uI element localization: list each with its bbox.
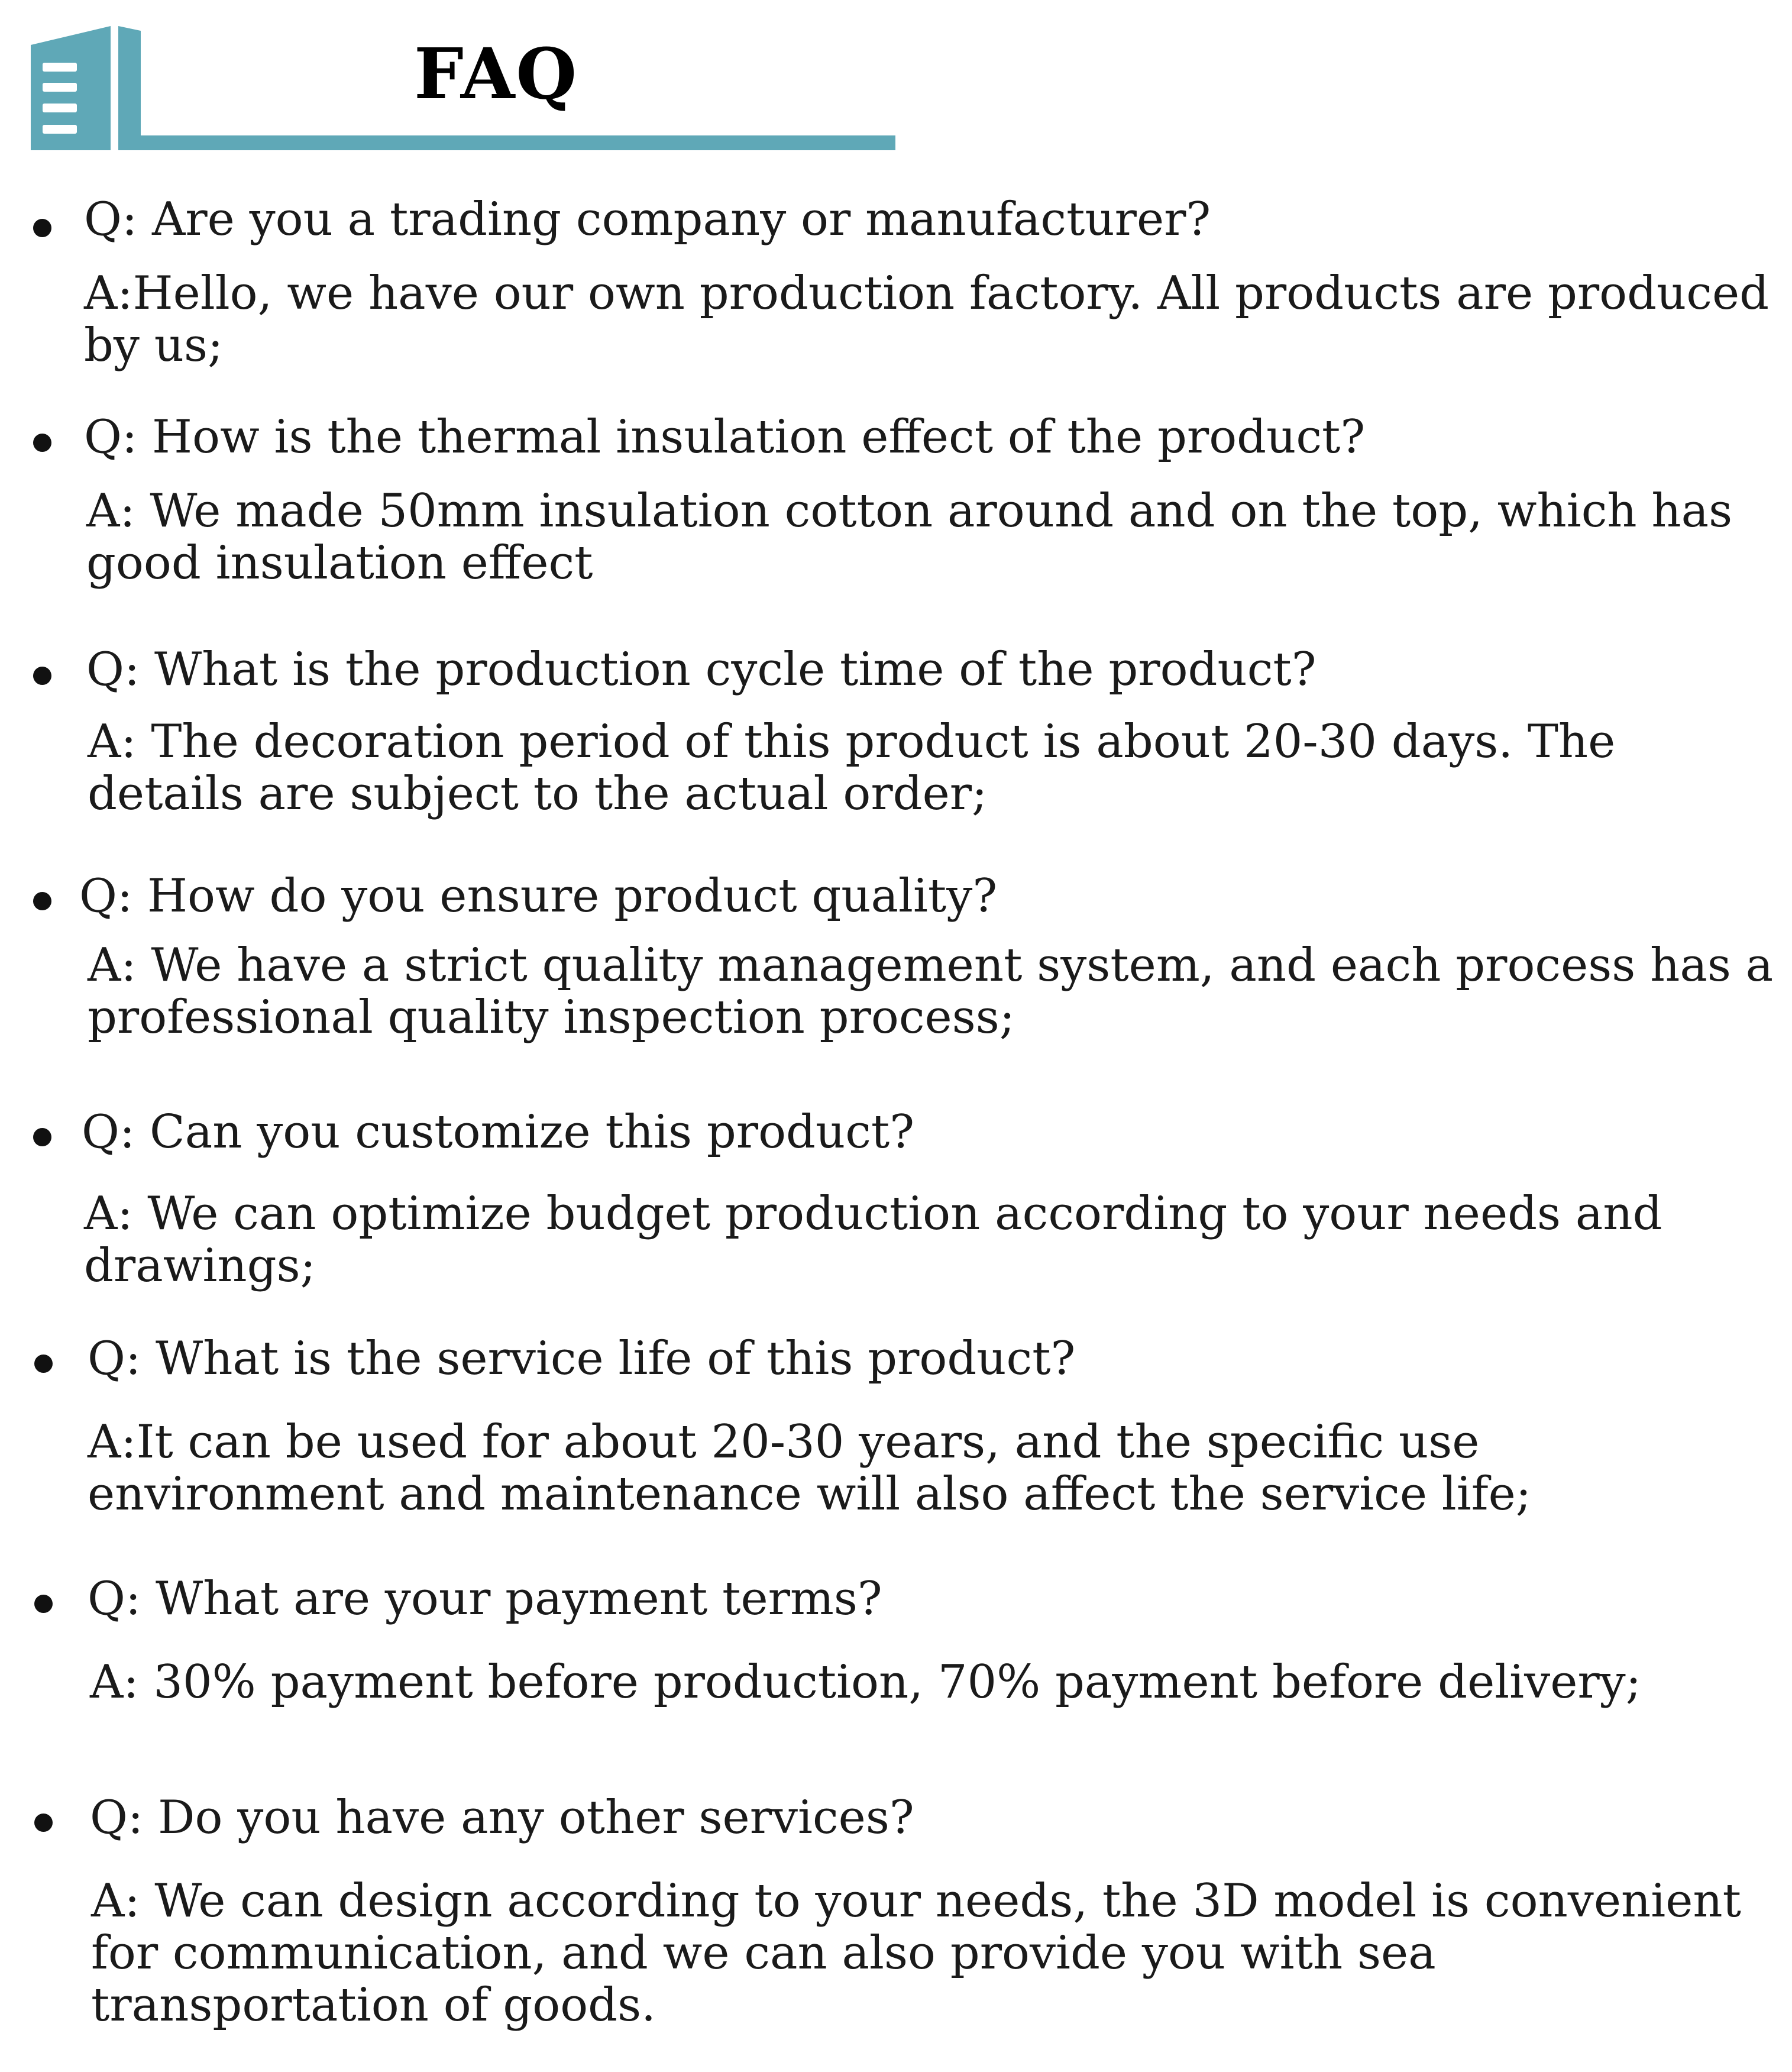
- faq-answer: A: We can optimize budget production according to your needs and drawings;: [84, 1187, 1662, 1292]
- faq-answer: A: The decoration period of this product is about 20-30 days. The details are subject to the actual order;: [88, 715, 1616, 820]
- bullet-icon: [33, 434, 51, 452]
- faq-answer: A: We have a strict quality management system, and each process has a professional quality inspection process;: [88, 939, 1774, 1044]
- bullet-icon: [33, 1128, 51, 1146]
- bullet-icon: [34, 1595, 53, 1613]
- page-title: FAQ: [414, 33, 578, 115]
- bullet-icon: [33, 219, 51, 237]
- bullet-icon: [34, 1355, 53, 1373]
- faq-answer: A: We made 50mm insulation cotton around and on the top, which has good insulation effect: [86, 484, 1733, 590]
- faq-question: Q: What is the production cycle time of the product?: [86, 643, 1316, 696]
- faq-header: [0, 0, 899, 160]
- faq-question: Q: Are you a trading company or manufacturer?: [84, 193, 1211, 246]
- faq-answer: A:It can be used for about 20-30 years, and the specific use environment and maintenance will also affect the service life;: [88, 1415, 1532, 1521]
- faq-answer: A: We can design according to your needs, the 3D model is convenient for communication, and we can also provide you with sea transportation of goods.: [91, 1874, 1741, 2032]
- bullet-icon: [33, 667, 51, 685]
- bullet-icon: [33, 892, 51, 910]
- faq-question: Q: What is the service life of this product?: [88, 1332, 1076, 1385]
- faq-question: Q: Can you customize this product?: [82, 1106, 915, 1159]
- faq-question: Q: How is the thermal insulation effect of the product?: [84, 410, 1366, 464]
- bullet-icon: [34, 1814, 53, 1832]
- faq-question: Q: How do you ensure product quality?: [79, 869, 998, 923]
- faq-question: Q: What are your payment terms?: [88, 1572, 882, 1625]
- faq-answer: A:Hello, we have our own production factory. All products are produced by us;: [84, 267, 1770, 372]
- faq-answer: A: 30% payment before production, 70% payment before delivery;: [90, 1656, 1641, 1709]
- faq-question: Q: Do you have any other services?: [90, 1791, 914, 1844]
